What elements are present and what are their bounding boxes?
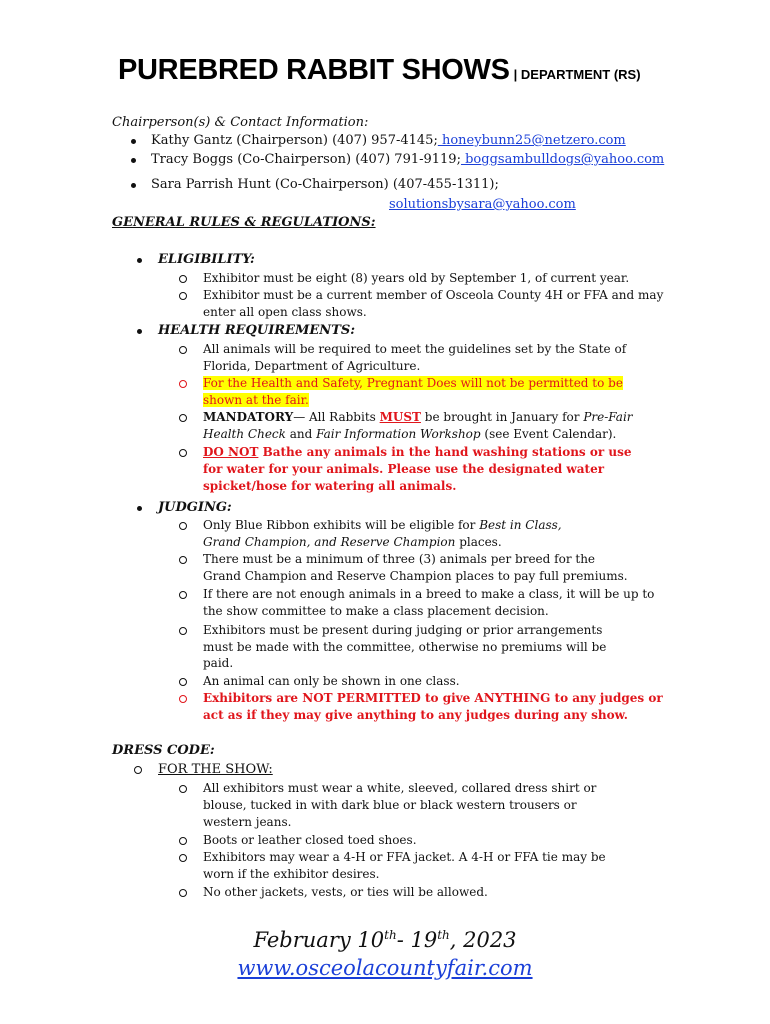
highlighted-text: shown at the fair. [203, 393, 309, 407]
footer-url-wrap [0, 956, 770, 980]
contact-email-link[interactable]: solutionsbysara@yahoo.com [389, 197, 576, 212]
circle-bullet-icon [179, 414, 187, 422]
contact-email-link[interactable]: boggsambulldogs@yahoo.com [460, 152, 665, 167]
judging-heading: JUDGING: [158, 500, 232, 515]
health-item-guidelines-cont: Florida, Department of Agriculture. [203, 359, 421, 373]
circle-bullet-icon [179, 346, 187, 354]
circle-bullet-icon [179, 556, 187, 564]
circle-bullet-icon [179, 591, 187, 599]
health-item-donot [203, 444, 631, 461]
contact-name: Tracy Boggs (Co-Chairperson) (407) 791-9119; [151, 152, 461, 167]
judging-item-present: Exhibitors must be present during judging or prior arrangements [203, 623, 603, 637]
judging-item-not-enough-cont: the show committee to make a class placement decision. [203, 604, 549, 618]
dress-item-boots: Boots or leather closed toed shoes. [203, 833, 417, 847]
dress-item-no-other: No other jackets, vests, or ties will be allowed. [203, 885, 488, 899]
donot-text: Bathe any animals in the hand washing stations or use [258, 445, 632, 459]
bullet-icon [131, 183, 136, 188]
judging-item-present-cont: paid. [203, 656, 234, 670]
bullet-icon [131, 139, 136, 144]
circle-bullet-icon [179, 889, 187, 897]
must-label: MUST [379, 410, 421, 424]
workshop-text: Fair Information Workshop [316, 427, 481, 441]
contact-email-link[interactable]: honeybunn25@netzero.com [437, 133, 626, 148]
circle-bullet-icon [179, 627, 187, 635]
champion-text: Grand Champion, and Reserve Champion [203, 535, 456, 549]
circle-bullet-icon [179, 695, 187, 703]
prefair-text: Pre-Fair [583, 410, 633, 424]
circle-bullet-icon [179, 292, 187, 300]
contact-item-sara: Sara Parrish Hunt (Co-Chairperson) (407-455-1311); [151, 177, 499, 192]
judging-item-blue-ribbon [203, 517, 562, 534]
circle-bullet-icon [179, 449, 187, 457]
circle-bullet-icon [179, 380, 187, 388]
page-title: PUREBRED RABBIT SHOWS [118, 54, 510, 86]
health-check-text: Health Check [203, 427, 286, 441]
best-in-class-text: Best in Class, [479, 518, 562, 532]
date-sup: th [384, 928, 397, 942]
footer-date [0, 928, 770, 952]
judging-item-present-cont: must be made with the committee, otherwise no premiums will be [203, 640, 607, 654]
judging-item-not-permitted: Exhibitors are NOT PERMITTED to give ANYTHING to any judges or [203, 691, 663, 705]
eligibility-item-cont: enter all open class shows. [203, 305, 367, 319]
general-rules-heading: GENERAL RULES & REGULATIONS: [112, 215, 376, 230]
judging-item-not-enough: If there are not enough animals in a breed to make a class, it will be up to [203, 587, 655, 601]
circle-bullet-icon [179, 275, 187, 283]
date-end: - 19 [396, 928, 438, 952]
dress-item-shirt-cont: blouse, tucked in with dark blue or black western trousers or [203, 798, 577, 812]
bullet-icon [137, 329, 142, 334]
date-start: February 10 [253, 928, 385, 952]
contact-item-kathy [151, 132, 626, 149]
contact-name: Kathy Gantz (Chairperson) (407) 957-4145; [151, 133, 438, 148]
dress-item-shirt: All exhibitors must wear a white, sleeved, collared dress shirt or [203, 781, 597, 795]
donot-label: DO NOT [203, 445, 259, 459]
circle-bullet-icon [179, 785, 187, 793]
fair-website-link[interactable]: www.osceolacountyfair.com [237, 956, 533, 980]
judging-item-minimum-cont: Grand Champion and Reserve Champion places to pay full premiums. [203, 569, 628, 583]
department-label: | DEPARTMENT (RS) [513, 67, 641, 82]
circle-bullet-icon [179, 854, 187, 862]
circle-bullet-icon [179, 678, 187, 686]
judging-item-one-class: An animal can only be shown in one class. [203, 674, 460, 688]
dress-item-shirt-cont: western jeans. [203, 815, 292, 829]
mandatory-text: — All Rabbits [293, 410, 380, 424]
health-item-mandatory [203, 409, 633, 426]
bullet-icon [131, 158, 136, 163]
judging-item-not-permitted-cont: act as if they may give anything to any judges during any show. [203, 708, 628, 722]
mandatory-text: be brought in January for [420, 410, 584, 424]
health-item-donot-cont: for water for your animals. Please use the designated water [203, 462, 605, 476]
contacts-heading: Chairperson(s) & Contact Information: [112, 115, 369, 130]
dress-item-jacket-cont: worn if the exhibitor desires. [203, 867, 380, 881]
calendar-text: (see Event Calendar). [480, 427, 617, 441]
judging-item-blue-ribbon-cont [203, 534, 502, 551]
circle-bullet-icon [179, 522, 187, 530]
bullet-icon [137, 258, 142, 263]
eligibility-item: Exhibitor must be a current member of Osceola County 4H or FFA and may [203, 288, 664, 302]
health-item-pregnant [203, 375, 623, 392]
health-heading: HEALTH REQUIREMENTS: [158, 323, 356, 338]
dress-item-jacket: Exhibitors may wear a 4-H or FFA jacket. A 4-H or FFA tie may be [203, 850, 606, 864]
contact-item-tracy [151, 151, 664, 168]
and-text: and [285, 427, 317, 441]
health-item-donot-cont: spicket/hose for watering all animals. [203, 479, 457, 493]
circle-bullet-icon [134, 766, 142, 774]
date-sup: th [437, 928, 450, 942]
health-item-pregnant-cont [203, 392, 309, 409]
places-text: places. [455, 535, 502, 549]
health-item-guidelines: All animals will be required to meet the guidelines set by the State of [203, 342, 627, 356]
judging-item-minimum: There must be a minimum of three (3) animals per breed for the [203, 552, 596, 566]
bullet-icon [137, 506, 142, 511]
health-item-mandatory-cont [203, 426, 616, 443]
eligibility-item: Exhibitor must be eight (8) years old by September 1, of current year. [203, 271, 630, 285]
dress-code-heading: DRESS CODE: [112, 743, 215, 758]
dress-code-subheading: FOR THE SHOW: [158, 762, 273, 777]
circle-bullet-icon [179, 837, 187, 845]
date-year: , 2023 [449, 928, 517, 952]
eligibility-heading: ELIGIBILITY: [158, 252, 255, 267]
mandatory-label: MANDATORY [203, 410, 294, 424]
page-header [118, 54, 641, 87]
judging-text: Only Blue Ribbon exhibits will be eligible for [203, 518, 480, 532]
highlighted-text: For the Health and Safety, Pregnant Does will not be permitted to be [203, 376, 623, 390]
